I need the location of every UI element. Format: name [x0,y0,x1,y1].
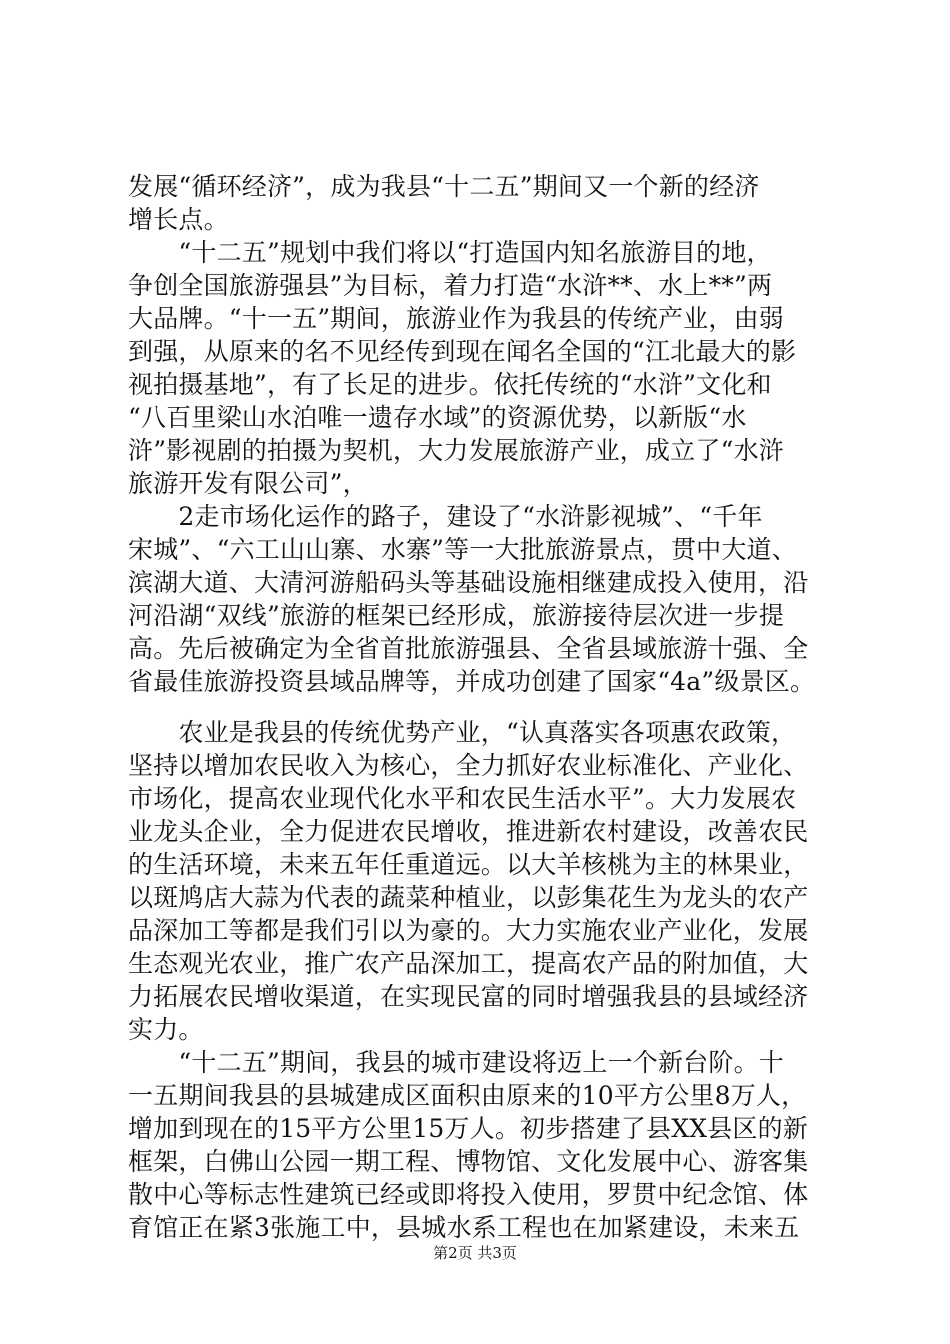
text-line: 框架，白佛山公园一期工程、博物馆、文化发展中心、游客集 [128,1147,809,1176]
text-line: 业龙头企业，全力促进农民增收，推进新农村建设，改善农民 [128,817,809,846]
text-line: 市场化，提高农业现代化水平和农民生活水平”。大力发展农 [128,784,797,813]
text-line: 增长点。 [128,205,229,234]
page-number-footer: 第2页 共3页 [433,1244,517,1262]
text-line: 坚持以增加农民收入为核心，全力抓好农业标准化、产业化、 [128,751,809,780]
text-line: 以斑鸠店大蒜为代表的蔬菜种植业，以彭集花生为龙头的农产 [128,883,809,912]
text-line: 农业是我县的传统优势产业，“认真落实各项惠农政策， [128,718,797,747]
text-line: 高。先后被确定为全省首批旅游强县、全省县域旅游十强、全 [128,634,809,663]
text-line: 省最佳旅游投资县域品牌等，并成功创建了国家“4a”级景区。 [128,667,816,696]
text-line: 到强，从原来的名不见经传到现在闻名全国的“江北最大的影 [128,337,797,366]
text-line: 品深加工等都是我们引以为豪的。大力实施农业产业化，发展 [128,916,809,945]
text-line: 育馆正在紧3张施工中，县城水系工程也在加紧建设，未来五 [128,1213,800,1242]
text-line: 增加到现在的15平方公里15万人。初步搭建了县XX县区的新 [128,1114,809,1143]
text-line: 旅游开发有限公司”， [128,469,368,498]
text-line: 争创全国旅游强县”为目标，着力打造“水浒**、水上**”两 [128,271,773,300]
text-line: 实力。 [128,1015,204,1044]
text-line: 力拓展农民增收渠道，在实现民富的同时增强我县的县域经济 [128,982,809,1011]
text-line: 生态观光农业，推广农产品深加工，提高农产品的附加值，大 [128,949,809,978]
text-line: 浒”影视剧的拍摄为契机，大力发展旅游产业，成立了“水浒 [128,436,784,465]
text-line: 宋城”、“六工山山寨、水寨”等一大批旅游景点，贯中大道、 [128,535,797,564]
text-line: 滨湖大道、大清河游船码头等基础设施相继建成投入使用，沿 [128,568,809,597]
text-line: 散中心等标志性建筑已经或即将投入使用，罗贯中纪念馆、体 [128,1180,809,1209]
text-line: 的生活环境，未来五年任重道远。以大羊核桃为主的林果业， [128,850,809,879]
text-line: “八百里梁山水泊唯一遗存水域”的资源优势，以新版“水 [128,403,747,432]
text-line: 大品牌。“十一五”期间，旅游业作为我县的传统产业，由弱 [128,304,784,333]
text-line: 一五期间我县的县城建成区面积由原来的10平方公里8万人， [128,1081,807,1110]
text-line: “十二五”期间，我县的城市建设将迈上一个新台阶。十 [128,1048,784,1077]
text-line: 河沿湖“双线”旅游的框架已经形成，旅游接待层次进一步提 [128,601,784,630]
text-line: 发展“循环经济”，成为我县“十二五”期间又一个新的经济 [128,172,760,201]
text-line: 2走市场化运作的路子，建设了“水浒影视城”、“千年 [128,502,763,531]
text-line: 视拍摄基地”，有了长足的进步。依托传统的“水浒”文化和 [128,370,772,399]
text-line: “十二五”规划中我们将以“打造国内知名旅游目的地， [128,238,772,267]
